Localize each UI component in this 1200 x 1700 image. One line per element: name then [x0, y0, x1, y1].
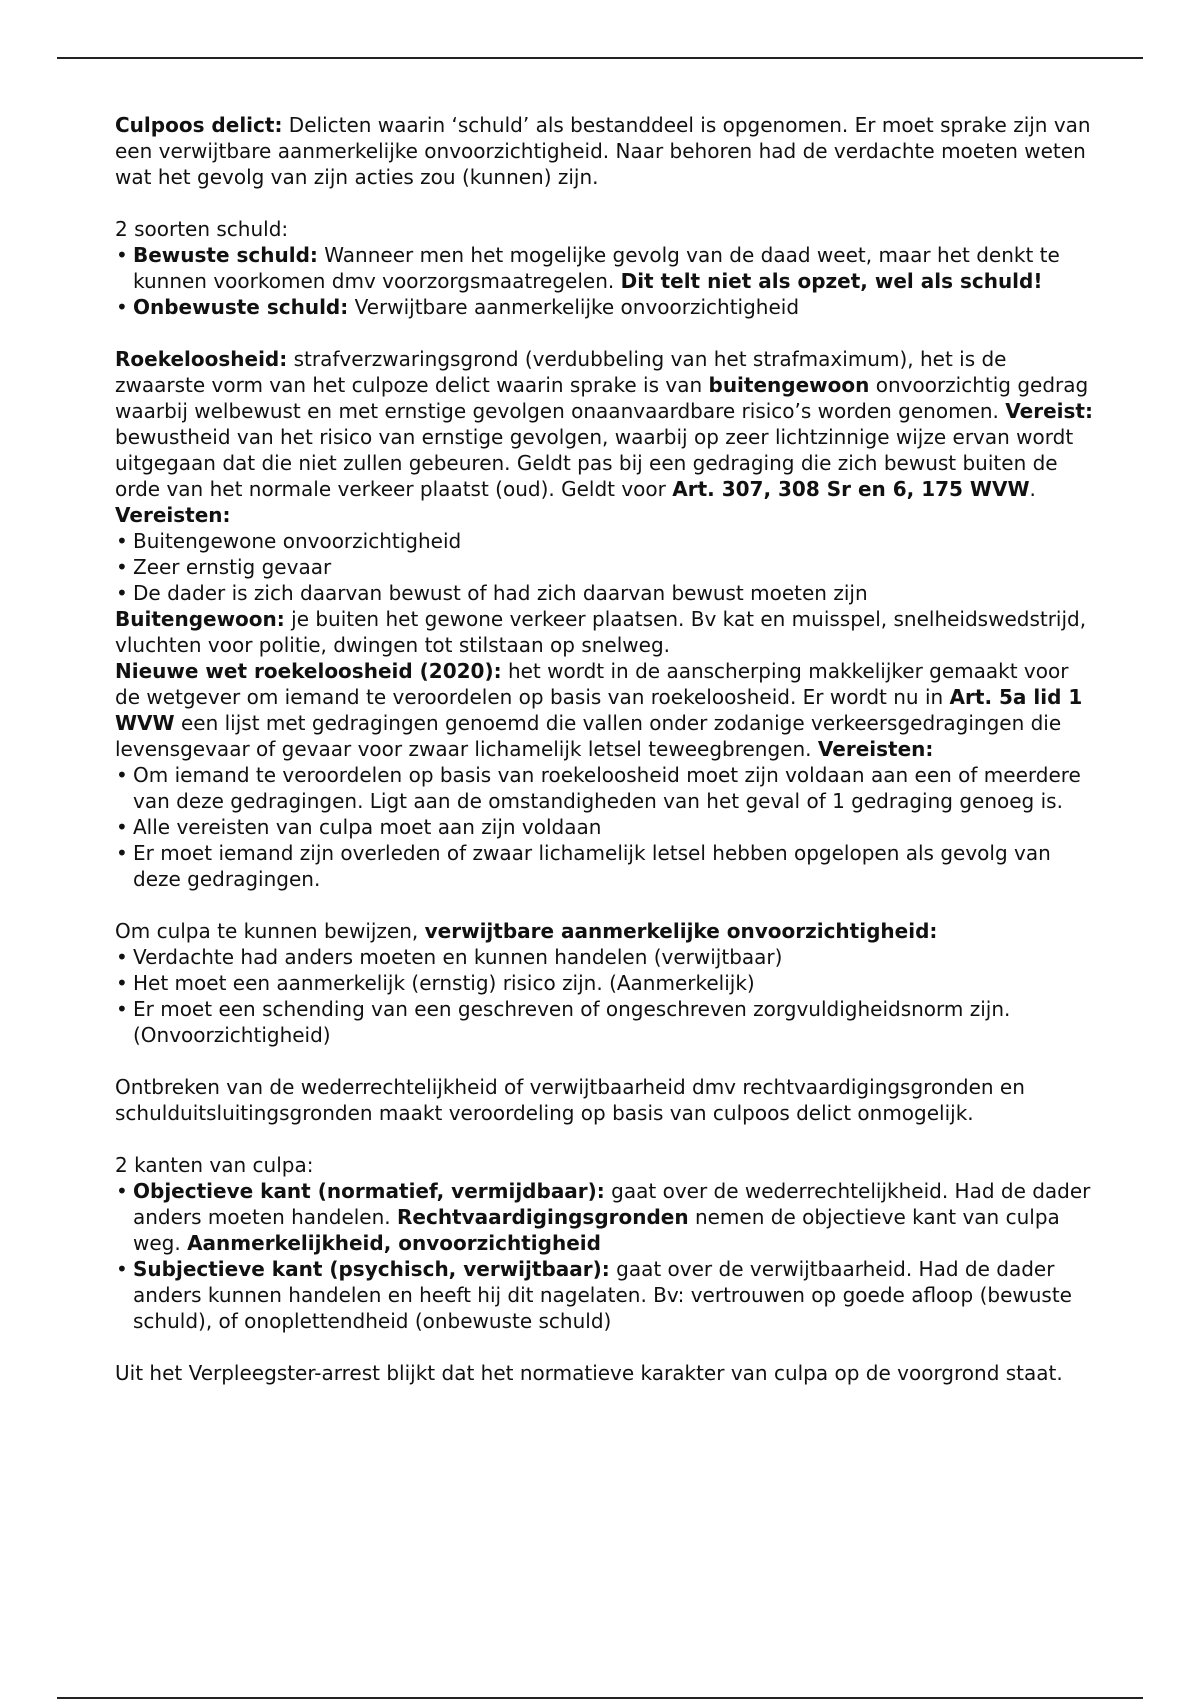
list-item: • Om iemand te veroordelen op basis van roekeloosheid moet zijn voldaan aan een of meerdere van deze gedragingen. Ligt aan de omstandigheden van het geval of 1 gedraging genoeg is. — [115, 762, 1095, 814]
onbewuste-schuld-text: Verwijtbare aanmerkelijke onvoorzichtigheid — [348, 295, 800, 319]
list-item — [115, 1256, 1095, 1334]
bewuste-schuld-note: Dit telt niet als opzet, wel als schuld! — [620, 269, 1043, 293]
buitengewoon-text: je buiten het gewone verkeer plaatsen. Bv kat en muisspel, snelheidswedstrijd, vluchten voor politie, dwingen tot stilstaan op snelweg. — [115, 607, 1087, 657]
roekeloos-paragraph — [115, 346, 1095, 502]
bewuste-schuld-text: Wanneer men het mogelijke gevolg van de daad weet, maar het denkt te kunnen voorkomen dmv voorzorgsmaatregelen. — [133, 243, 1060, 293]
list-item: • Er moet een schending van een geschreven of ongeschreven zorgvuldigheidsnorm zijn. (Onvoorzichtigheid) — [115, 996, 1095, 1048]
roekeloos-articles: Art. 307, 308 Sr en 6, 175 WVW — [672, 477, 1030, 501]
roekeloos-text: onvoorzichtig gedrag waarbij welbewust en met ernstige gevolgen onaanvaardbare risico’s worden genomen. — [115, 373, 1089, 423]
list-item: • Er moet iemand zijn overleden of zwaar lichamelijk letsel hebben opgelopen als gevolg van deze gedragingen. — [115, 840, 1095, 892]
objectieve-kant-text: nemen de objectieve kant van culpa weg. — [133, 1205, 1060, 1255]
kanten-list — [115, 1178, 1095, 1334]
culpoos-paragraph — [115, 112, 1095, 190]
roekeloos-bold: Vereist: — [1005, 399, 1093, 423]
objectieve-kant-bold: Aanmerkelijkheid, onvoorzichtigheid — [187, 1231, 601, 1255]
kanten-intro: 2 kanten van culpa: — [115, 1153, 314, 1177]
schuld-list — [115, 242, 1095, 320]
req-heading-text: Vereisten: — [115, 503, 231, 527]
objectieve-kant-text: gaat over de wederrechtelijkheid. Had de dader anders moeten handelen. — [133, 1179, 1091, 1229]
list-item: • Alle vereisten van culpa moet aan zijn voldaan — [115, 814, 1095, 840]
roekeloos-req-list — [115, 528, 1095, 606]
onbewuste-schuld-term: Onbewuste schuld: — [133, 295, 349, 319]
roekeloos-req-heading — [115, 502, 1095, 528]
bewijzen-bold: verwijtbare aanmerkelijke onvoorzichtigheid: — [424, 919, 938, 943]
list-item: • De dader is zich daarvan bewust of had zich daarvan bewust moeten zijn — [115, 580, 1095, 606]
culpoos-text: Delicten waarin ‘schuld’ als bestanddeel is opgenomen. Er moet sprake zijn van een verwijtbare aanmerkelijke onvoorzichtigheid. Naar behoren had de verdachte moeten weten wat het gevolg van zijn acties zou (kunnen) zijn. — [115, 113, 1091, 189]
buitengewoon-paragraph — [115, 606, 1095, 658]
culpoos-term: Culpoos delict: — [115, 113, 283, 137]
subjectieve-kant-text: gaat over de verwijtbaarheid. Had de dader anders kunnen handelen en heeft hij dit nagelaten. Bv: vertrouwen op goede afloop (bewuste schuld), of onoplettendheid (onbewuste schuld) — [133, 1257, 1072, 1333]
nieuwe-wet-paragraph — [115, 658, 1095, 762]
objectieve-kant-term: Objectieve kant (normatief, vermijdbaar): — [133, 1179, 605, 1203]
nieuwe-wet-bold: Vereisten: — [817, 737, 934, 761]
nieuwe-wet-article: Art. 5a lid 1 WVW — [115, 685, 1083, 735]
schuld-intro: 2 soorten schuld: — [115, 217, 289, 241]
roekeloos-term: Roekeloosheid: — [115, 347, 288, 371]
roekeloos-bold: buitengewoon — [708, 373, 870, 397]
list-item: • Verdachte had anders moeten en kunnen handelen (verwijtbaar) — [115, 944, 1095, 970]
objectieve-kant-bold: Rechtvaardigingsgronden — [397, 1205, 689, 1229]
document-body — [115, 112, 1095, 1386]
list-item: • Zeer ernstig gevaar — [115, 554, 1095, 580]
roekeloos-text: bewustheid van het risico van ernstige gevolgen, waarbij op zeer lichtzinnige wijze ervan wordt uitgegaan dat die niet zullen gebeuren. Geldt pas bij een gedraging die zich bewust buiten de orde van het normale verkeer plaatst (oud). Geldt voor — [115, 425, 1074, 501]
ontbreken-paragraph: Ontbreken van de wederrechtelijkheid of verwijtbaarheid dmv rechtvaardigingsgronden en schulduitsluitingsgronden maakt veroordeling op basis van culpoos delict onmogelijk. — [115, 1075, 1025, 1125]
bewijzen-list — [115, 944, 1095, 1048]
list-item — [115, 242, 1095, 294]
nieuwe-wet-text: een lijst met gedragingen genoemd die vallen onder zodanige verkeersgedragingen die levensgevaar of gevaar voor zwaar lichamelijk letsel teweegbrengen. — [115, 711, 1062, 761]
list-item: • Het moet een aanmerkelijk (ernstig) risico zijn. (Aanmerkelijk) — [115, 970, 1095, 996]
slot-paragraph: Uit het Verpleegster-arrest blijkt dat het normatieve karakter van culpa op de voorgrond staat. — [115, 1361, 1063, 1385]
bottom-rule — [57, 1697, 1143, 1699]
buitengewoon-term: Buitengewoon: — [115, 607, 285, 631]
bewijzen-intro-text: Om culpa te kunnen bewijzen, — [115, 919, 425, 943]
list-item — [115, 294, 1095, 320]
bewijzen-intro — [115, 918, 1095, 944]
top-rule — [57, 57, 1143, 59]
nieuwe-wet-text: het wordt in de aanscherping makkelijker gemaakt voor de wetgever om iemand te veroordelen op basis van roekeloosheid. Er wordt nu in — [115, 659, 1069, 709]
roekeloos-text: strafverzwaringsgrond (verdubbeling van het strafmaximum), het is de zwaarste vorm van het culpoze delict waarin sprake is van — [115, 347, 1007, 397]
subjectieve-kant-term: Subjectieve kant (psychisch, verwijtbaar): — [133, 1257, 610, 1281]
nieuwe-wet-term: Nieuwe wet roekeloosheid (2020): — [115, 659, 502, 683]
list-item: • Buitengewone onvoorzichtigheid — [115, 528, 1095, 554]
nieuwe-wet-list — [115, 762, 1095, 892]
bewuste-schuld-term: Bewuste schuld: — [133, 243, 318, 267]
roekeloos-text: . — [1029, 477, 1036, 501]
list-item — [115, 1178, 1095, 1256]
